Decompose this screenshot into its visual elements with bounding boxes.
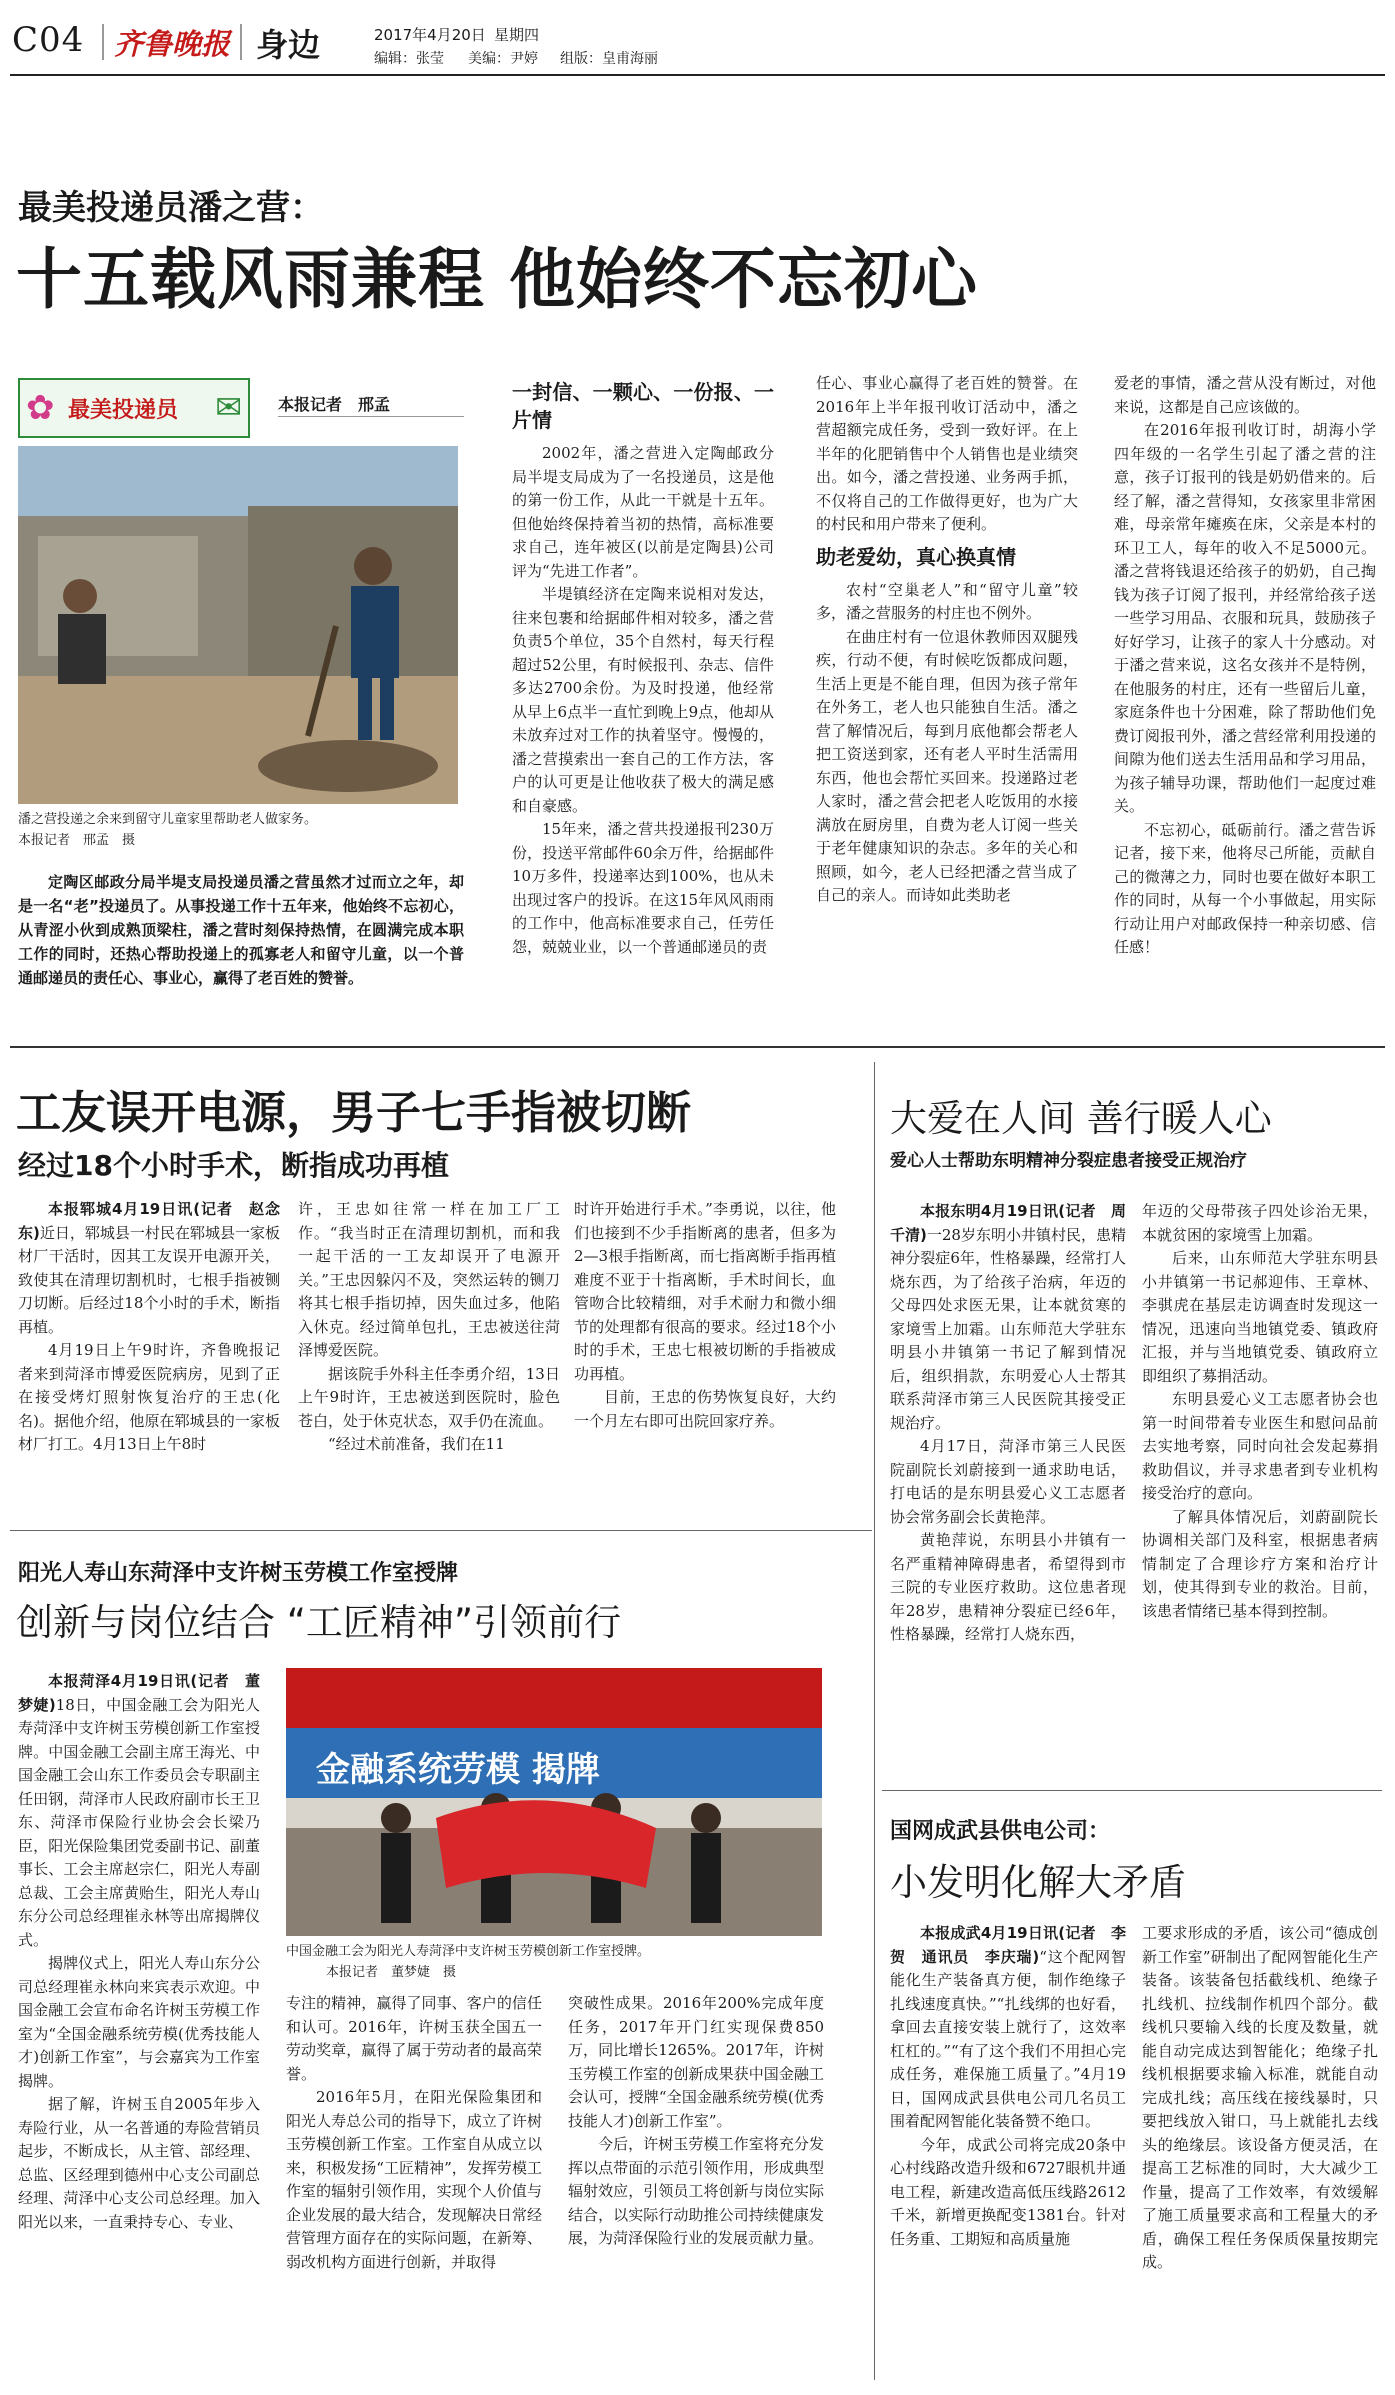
story2-column-2 <box>298 1198 560 1506</box>
paragraph: 2002年，潘之营进入定陶邮政分局半堤支局成为了一名投递员，这是他的第一份工作，从此一干就是十五年。但他始终保持着当初的热情，高标准要求自己，连年被区(以前是定陶县)公司评为“先进工作者”。 <box>512 444 774 580</box>
paper-logo: 齐鲁晚报 <box>114 27 231 61</box>
story3-photo <box>286 1668 822 1936</box>
story2-headline: 工友误开电源，男子七手指被切断 <box>16 1086 692 1139</box>
story5-lede: “这个配网智能化生产装备真方便，制作绝缘子扎线速度真快。”“扎线绑的也好看，拿回去直接安装上就行了，这效率杠杠的。”“有了这个我们不用担心完成任务，难保施工质量了。”4月19日，国网成武县供电公司几名员工围着配网智能化装备赞不绝口。 <box>890 1947 1126 2130</box>
story-divider <box>10 1530 872 1531</box>
story2-column-1 <box>18 1198 280 1506</box>
paragraph: 突破性成果。2016年200%完成年度任务，2017年开门红实现保费850万，同比增长1265%。2017年，许树玉劳模工作室的创新成果获中国金融工会认可，授牌“全国金融系统劳模(优秀技能人才)创新工作室”。 <box>568 1994 824 2130</box>
paragraph: 东明县爱心义工志愿者协会也第一时间带着专业医生和慰问品前去实地考察，同时向社会发起募捐救助倡议，并寻求患者到专业机构接受治疗的意向。 <box>1142 1390 1378 1502</box>
lead-subhead-2: 助老爱幼，真心换真情 <box>816 544 1016 569</box>
paragraph: 爱老的事情，潘之营从没有断过，对他来说，这都是自己应该做的。 <box>1114 374 1376 416</box>
story3-photo-image <box>286 1668 822 1936</box>
story3-kicker: 阳光人寿山东菏泽中支许树玉劳模工作室授牌 <box>18 1561 459 1586</box>
paragraph: 后来，山东师范大学驻东明县小井镇第一书记郝迎伟、王章林、李骐虎在基层走访调查时发现这一情况，迅速向当地镇党委、镇政府汇报，并与当地镇党委、镇政府立即组织了募捐活动。 <box>1142 1249 1378 1385</box>
paragraph: 工要求形成的矛盾，该公司“德成创新工作室”研制出了配网智能化生产装备。该装备包括截线机、绝缘子扎线机、拉线制作机四个部分。截线机只要输入线的长度及数量，就能自动完成达到智能化；绝缘子扎线机根据要求输入标准，就能自动完成扎线；高压线在接线暴时，只要把线放入钳口，马上就能扎去线头的绝缘层。该设备方便灵活，在提高工艺标准的同时，大大减少工作量，提高了工作效率，有效缓解了施工质量要求高和工程量大的矛盾，确保工程任务保质保量按期完成。 <box>1142 1924 1378 2271</box>
paragraph: 在曲庄村有一位退休教师因双腿残疾，行动不便，有时候吃饭都成问题，生活上更是不能自理，但因为孩子常年在外务工，老人也只能独自生活。潘之营了解情况后，每到月底他都会帮老人把工资送到家，还有老人平时生活需用东西，他也会帮忙买回来。投递路过老人家时，潘之营会把老人吃饭用的水接满放在厨房里，自费为老人订阅一些关于老年健康知识的杂志。多年的关心和照顾，如今，老人已经把潘之营当成了自己的亲人。而诗如此类助老 <box>816 627 1078 904</box>
paragraph: 不忘初心，砥砺前行。潘之营告诉记者，接下来，他将尽己所能，贡献自己的微薄之力，同时也要在做好本职工作的同时，从每一个小事做起，用实际行动让用户对邮政保持一种亲切感、信任感！ <box>1114 820 1376 956</box>
masthead-date: 2017年4月20日 <box>374 26 486 44</box>
badge-flower-icon: ✿ <box>26 388 55 428</box>
lead-column-1 <box>512 372 774 1022</box>
paragraph: 据该院手外科主任李勇介绍，13日上午9时许，王忠被送到医院时，脸色苍白，处于休克状态，双手仍在流血。 <box>298 1364 560 1430</box>
paragraph: 4月19日上午9时许，齐鲁晚报记者来到菏泽市博爱医院病房，见到了正在接受烤灯照射恢复治疗的王忠(化名)。据他介绍，他原在郓城县的一家板材厂打工。4月13日上午8时 <box>18 1341 280 1453</box>
story4-column-1 <box>890 1200 1126 1770</box>
story5-headline: 小发明化解大矛盾 <box>890 1861 1186 1904</box>
paragraph: 年迈的父母带孩子四处诊治无果，本就贫困的家境雪上加霜。 <box>1142 1202 1378 1244</box>
photo-banner-text: 金融系统劳模 揭牌 <box>316 1750 600 1790</box>
masthead-rule <box>10 74 1385 76</box>
paragraph: 在2016年报刊收订时，胡海小学四年级的一名学生引起了潘之营的注意，孩子订报刊的钱是奶奶借来的。后经了解，潘之营得知，女孩家里非常困难，母亲常年瘫痪在床，父亲是本村的环卫工人，每年的收入不足5000元。潘之营将钱退还给孩子的奶奶，自己掏钱为孩子订阅了报刊，并经常给孩子送一些学习用品、衣服和玩具，鼓励孩子好好学习，让孩子的家人十分感动。对于潘之营来说，这名女孩并不是特例，在他服务的村庄，还有一些留后儿童，家庭条件也十分困难，除了帮助他们免费订阅报刊外，潘之营经常利用投递的间隙为他们送去生活用品和学习用品，为孩子辅导功课，帮助他们一起度过难关。 <box>1114 421 1376 815</box>
lead-intro-paragraph: 定陶区邮政分局半堤支局投递员潘之营虽然才过而立之年，却是一名“老”投递员了。从事投递工作十五年来，他始终不忘初心，从青涩小伙到成熟顶梁柱，潘之营时刻保持热情，在圆满完成本职工作的同时，还热心帮助投递上的孤寡老人和留守儿童，以一个普通邮递员的责任心、事业心，赢得了老百姓的赞誉。 <box>18 873 464 987</box>
story3-column-3 <box>568 1992 824 2378</box>
paragraph <box>890 1922 1126 2134</box>
masthead <box>12 14 1382 70</box>
byline-rule <box>278 416 464 417</box>
paragraph <box>890 1200 1126 1435</box>
story5-column-1 <box>890 1922 1126 2378</box>
badge-label: 最美投递员 <box>68 398 179 423</box>
mailbox-icon: ✉ <box>215 388 242 426</box>
paragraph: 4月17日，菏泽市第三人民医院副院长刘蔚接到一通求助电话，打电话的是东明县爱心义工志愿者协会常务副会长黄艳萍。 <box>890 1437 1126 1526</box>
column-divider <box>874 1062 875 2380</box>
story3-photo-caption: 中国金融工会为阳光人寿菏泽中支许树玉劳模创新工作室授牌。 <box>286 1944 651 1959</box>
paragraph: 了解具体情况后，刘蔚副院长协调相关部门及科室，根据患者病情制定了合理诊疗方案和治疗计划，使其得到专业的救治。目前，该患者情绪已基本得到控制。 <box>1142 1507 1378 1620</box>
story2-subhead: 经过18个小时手术，断指成功再植 <box>18 1149 449 1182</box>
masthead-divider <box>240 24 242 60</box>
paragraph: 许，王忠如往常一样在加工厂工作。“我当时正在清理切割机，而和我一起干活的一工友却误开了电源开关。”王忠因躲闪不及，突然运转的铡刀将其七根手指切掉，因失血过多，他陷入休克。经过简单包扎，王忠被送往菏泽博爱医院。 <box>298 1200 560 1359</box>
masthead-designer: 美编：尹婷 <box>468 51 538 67</box>
lead-photo-credit: 本报记者 邢孟 摄 <box>18 833 136 848</box>
paragraph: “经过术前准备，我们在11 <box>328 1435 505 1453</box>
paragraph: 专注的精神，赢得了同事、客户的信任和认可。2016年，许树玉获全国五一劳动奖章，赢得了属于劳动者的最高荣誉。 <box>286 1994 542 2083</box>
story3-column-2 <box>286 1992 542 2378</box>
lead-photo-caption: 潘之营投递之余来到留守儿童家里帮助老人做家务。 <box>18 812 318 827</box>
paragraph: 今后，许树玉劳模工作室将充分发挥以点带面的示范引领作用，形成典型辐射效应，引领员工将创新与岗位实际结合，以实际行动助推公司持续健康发展，为菏泽保险行业的发展贡献力量。 <box>568 2135 824 2247</box>
paragraph: 半堤镇经济在定陶来说相对发达，往来包裹和给据邮件相对较多，潘之营负责5个单位，35个自然村，每天行程超过52公里，有时候报刊、杂志、信件多达2700余份。为及时投递，他经常从早上6点半一直忙到晚上9点，他却从未放弃过对工作的执着坚守。慢慢的，潘之营摸索出一套自己的工作方法，客户的认可更是让他收获了极大的满足感和自豪感。 <box>512 585 774 815</box>
masthead-editor: 编辑：张莹 <box>374 51 444 67</box>
lead-byline: 本报记者 邢孟 <box>278 395 391 414</box>
masthead-proof: 组版：皇甫海丽 <box>560 51 658 67</box>
paragraph: 目前，王忠的伤势恢复良好，大约一个月左右即可出院回家疗养。 <box>574 1388 836 1430</box>
lead-photo-image <box>18 446 458 804</box>
masthead-divider <box>102 24 104 60</box>
story3-dateline: 本报菏泽4月19日讯(记者 董梦婕) <box>18 1672 260 1714</box>
story3-lede: 18日，中国金融工会为阳光人寿菏泽中支许树玉劳模创新工作室授牌。中国金融工会副主席王海光、中国金融工会山东工作委员会专职副主任田钢，菏泽市人民政府副市长王卫东、菏泽市保险行业协会会长梁乃臣，阳光保险集团党委副书记、副董事长、工会主席赵宗仁，阳光人寿副总裁、工会主席黄贻生，阳光人寿山东分公司总经理崔永林等出席揭牌仪式。 <box>18 1695 260 1949</box>
lead-kicker: 最美投递员潘之营： <box>18 188 324 228</box>
section-divider <box>10 1046 1385 1048</box>
story5-kicker: 国网成武县供电公司： <box>890 1819 1111 1844</box>
story-divider <box>882 1790 1382 1791</box>
paragraph: 今年，成武公司将完成20条中心村线路改造升级和6727眼机井通电工程，新建改造高低压线路2612千米，新增更换配变1381台。针对任务重、工期短和高质量施 <box>890 2135 1126 2248</box>
story2-dateline: 本报郓城4月19日讯(记者 赵念东) <box>18 1200 280 1242</box>
page-number: C04 <box>12 20 85 60</box>
story4-dateline: 本报东明4月19日讯(记者 周千清) <box>890 1202 1126 1244</box>
story2-lede: 近日，郓城县一村民在郓城县一家板材厂干活时，因其工友误开电源开关，致使其在清理切割机时，七根手指被铡刀切断。后经过18个小时的手术，断指再植。 <box>18 1223 280 1336</box>
paragraph: 时许开始进行手术。”李勇说，以往，他们也接到不少手指断离的患者，但多为2—3根手指断离，而七指离断手指再植难度不亚于十指离断，手术时间长，血管吻合比较精细，对手术耐力和微小细节的处理都有很高的要求。经过18个小时的手术，王忠七根被切断的手指被成功再植。 <box>574 1200 836 1383</box>
paragraph: 据了解，许树玉自2005年步入寿险行业，从一名普通的寿险营销员起步，不断成长，从主管、部经理、总监、区经理到德州中心支公司副总经理、菏泽中心支公司总经理。加入阳光以来，一直秉持专心、专业、 <box>18 2095 260 2231</box>
story4-headline: 大爱在人间 善行暖人心 <box>890 1097 1272 1140</box>
lead-column-2 <box>816 372 1078 1022</box>
story4-lede: 一28岁东明小井镇村民，患精神分裂症6年，性格暴躁，经常打人烧东西，为了给孩子治病，年迈的父母四处求医无果，让本就贫寒的家境雪上加霜。山东师范大学驻东明县小井镇第一书记了解到情况后，组织捐款，东明爱心人士帮其联系菏泽市第三人民医院其接受正规治疗。 <box>890 1225 1126 1432</box>
lead-photo <box>18 446 458 804</box>
paragraph: 黄艳萍说，东明县小井镇有一名严重精神障碍患者，希望得到市三院的专业医疗救助。这位患者现年28岁，患精神分裂症已经6年，性格暴躁，经常打人烧东西， <box>890 1531 1126 1643</box>
story3-headline: 创新与岗位结合 “工匠精神”引领前行 <box>16 1601 622 1644</box>
story5-column-2 <box>1142 1922 1378 2378</box>
paragraph: 15年来，潘之营共投递报刊230万份，投送平常邮件60余万件，给据邮件10万多件，投递率达到100%，也从未出现过客户的投诉。在这15年风风雨雨的工作中，他高标准要求自己，任劳任怨，兢兢业业，以一个普通邮递员的责 <box>512 820 774 956</box>
paragraph: 农村“空巢老人”和“留守儿童”较多，潘之营服务的村庄也不例外。 <box>816 580 1078 622</box>
lead-column-3 <box>1114 372 1376 1022</box>
paragraph: 任心、事业心赢得了老百姓的赞誉。在2016年上半年报刊收订活动中，潘之营超额完成任务，受到一致好评。在上半年的化肥销售中个人销售也是业绩突出。如今，潘之营投递、业务两手抓，不仅将自己的工作做得更好，也为广大的村民和用户带来了便利。 <box>816 374 1078 533</box>
story5-dateline: 本报成武4月19日讯(记者 李贺 通讯员 李庆瑞) <box>890 1924 1126 1966</box>
lead-headline: 十五载风雨兼程 他始终不忘初心 <box>16 241 978 318</box>
lead-badge <box>18 378 250 438</box>
story4-subhead: 爱心人士帮助东明精神分裂症患者接受正规治疗 <box>890 1151 1247 1171</box>
masthead-weekday: 星期四 <box>494 26 540 44</box>
story4-column-2 <box>1142 1200 1378 1770</box>
lead-subhead-1: 一封信、一颗心、一份报、一片情 <box>512 380 774 432</box>
lead-intro <box>18 870 464 990</box>
story3-column-1 <box>18 1670 260 2376</box>
section-name: 身边 <box>256 26 321 64</box>
story2-column-3 <box>574 1198 836 1506</box>
paragraph <box>18 1670 260 1952</box>
story3-photo-credit: 本报记者 董梦婕 摄 <box>326 1965 457 1980</box>
paragraph <box>18 1198 280 1339</box>
paragraph: 2016年5月，在阳光保险集团和阳光人寿总公司的指导下，成立了许树玉劳模创新工作室。工作室自从成立以来，积极发扬“工匠精神”，发挥劳模工作室的辐射引领作用，实现个人价值与企业发展的最大结合，发现解决日常经营管理方面存在的实际问题，在新筹、弱改机构方面进行创新，并取得 <box>286 2088 542 2271</box>
paragraph: 揭牌仪式上，阳光人寿山东分公司总经理崔永林向来宾表示欢迎。中国金融工会宣布命名许树玉劳模工作室为“全国金融系统劳模(优秀技能人才)创新工作室”，与会嘉宾为工作室揭牌。 <box>18 1954 260 2090</box>
